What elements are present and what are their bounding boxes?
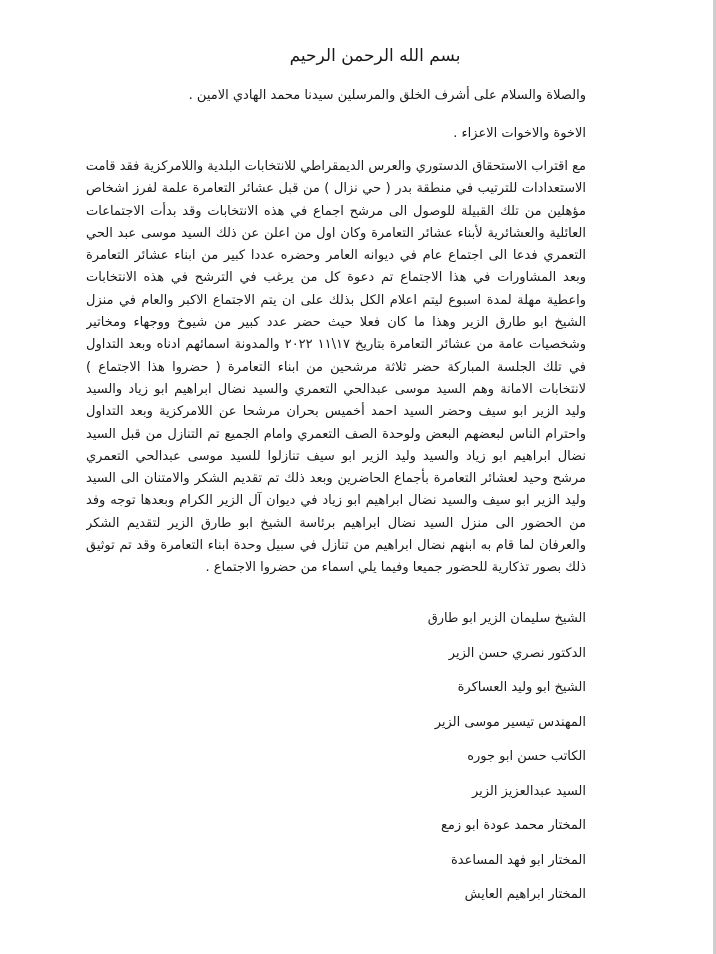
attendee-item: الشيخ ابو وليد العساكرة: [457, 680, 586, 695]
body-line: التعمري فدعا الى اجتماع عام في ديوانه العامر وحضره عددا كبير من ابناء عشائر التعامرة: [86, 248, 586, 264]
attendee-item: المختار ابو فهد المساعدة: [450, 852, 586, 868]
attendee-item: الدكتور نصري حسن الزير: [448, 645, 586, 661]
body-line: ذلك بصور تذكارية للحضور جميعا وفيما يلي اسماء من حضروا الاجتماع .: [205, 560, 586, 576]
body-line: في تلك الجلسة المباركة حضر ثلاثة مرشحين من ابناء التعامرة ( حضروا هذا الاجتماع ): [86, 359, 586, 375]
body-line: وبعد المشاورات في هذا الاجتماع تم دعوة كل من يرغب في الترشح في هذه الانتخابات: [86, 270, 586, 286]
attendee-item: المختار محمد عودة ابو زمع: [440, 818, 586, 833]
body-line: وشخصيات عامة من عشائر التعامرة بتاريخ ١٧\١١ ٢٠٢٢ والمدونة اسمائهم ادناه وبعد التداول: [86, 337, 586, 353]
body-line: لانتخابات الامانة وهم السيد موسى عبدالحي التعمري والسيد نضال ابراهيم ابو زياد والسيد: [86, 381, 586, 397]
body-line: الشيخ ابو طارق الزير وهذا ما كان فعلا حيث حضر عدد كبير من شيوخ ووجهاء ومخاتير: [86, 315, 586, 331]
attendee-item: الشيخ سليمان الزير ابو طارق: [427, 611, 586, 626]
attendee-item: السيد عبدالعزيز الزير: [471, 783, 586, 799]
body-line: مع اقتراب الاستحقاق الدستوري والعرس الديمقراطي للانتخابات البلدية واللامركزية فقد قامت: [86, 159, 586, 174]
document-title: بسم الله الرحمن الرحيم: [289, 46, 461, 66]
attendee-item: الكاتب حسن ابو جوره: [467, 749, 586, 764]
body-line: وليد الزير ابو سيف وحضر السيد احمد أخميس بحران مرشحا عن اللامركزية وبعد التداول: [86, 404, 586, 420]
attendees-list: [286, 609, 586, 920]
body-line: من الحضور الى منزل السيد نضال ابراهيم برئاسة الشيخ ابو طارق الزير لتقديم الشكر: [86, 515, 586, 531]
attendee-item: المختار ابراهيم العايش: [464, 887, 586, 902]
body-line: واعطية مهلة لمدة اسبوع ليتم اعلام الكل بذلك على ان يتم الاجتماع الاكبر والعام في منزل: [86, 292, 586, 308]
body-line: نضال ابراهيم ابو زياد والسيد وليد الزير ابو سيف تنازلوا للسيد موسى عبدالحي التعمري: [86, 448, 586, 464]
body-line: والعرفان لما قام به ابنهم نضال ابراهيم من تنازل في سبيل وحدة ابناء التعامرة وقد تم توثيق: [86, 538, 586, 554]
body-line: مرشح وحيد لعشائر التعامرة بأجماع الحاضرين وبعد ذلك تم تقديم الشكر والامتنان الى السيد: [86, 471, 586, 487]
body-paragraph: [86, 156, 586, 580]
body-line: مؤهلين من تلك القبيلة للوصول الى مرشح اجماع في هذه الانتخابات وقد بدأت الاجتماعات: [86, 203, 586, 219]
attendee-item: المهندس تيسير موسى الزير: [434, 714, 586, 730]
body-line: وليد الزير ابو سيف والسيد نضال ابراهيم ابو زياد في ديوان آل الزير الكرام وبعدها توجه وفد: [86, 493, 586, 509]
salutation-line: والصلاة والسلام على أشرف الخلق والمرسلين سيدنا محمد الهادي الامين .: [188, 88, 586, 103]
body-line: الاستعدادات للترتيب في منطقة بدر ( حي نزال ) من قبل عشائر التعامرة علمة لفرز اشخاص: [86, 181, 586, 197]
greeting-line: الاخوة والاخوات الاعزاء .: [453, 126, 586, 141]
body-line: واحترام الناس لبعضهم البعض ولوحدة الصف التعمري وامام الجميع تم التنازل من قبل السيد: [86, 426, 586, 442]
body-line: العائلية والعشائرية لأبناء عشائر التعامرة وكان اول من اعلن عن ذلك السيد موسى عبد الحي: [86, 225, 586, 241]
